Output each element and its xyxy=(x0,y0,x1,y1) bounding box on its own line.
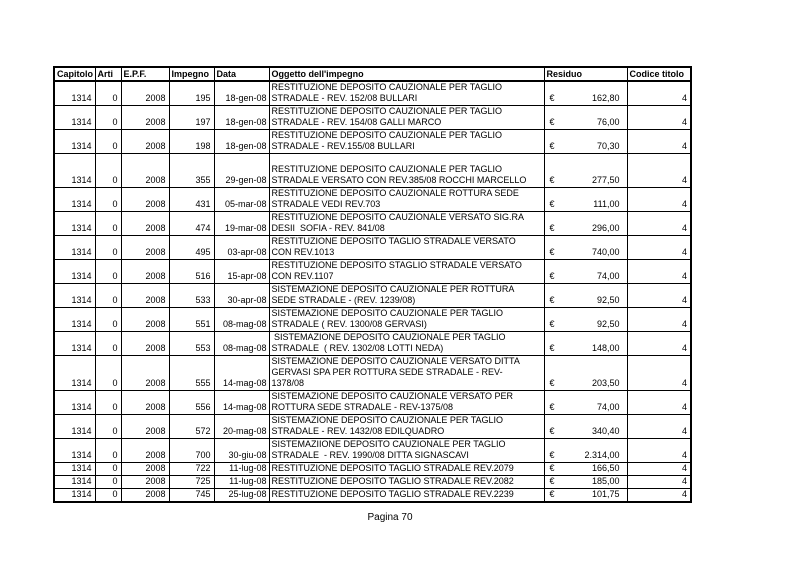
cell-epf: 2008 xyxy=(121,106,169,130)
euro-symbol: € xyxy=(549,426,555,436)
residuo-amount: 185,00 xyxy=(591,476,620,486)
residuo-amount: 101,75 xyxy=(591,489,620,499)
cell-oggetto: RESTITUZIONE DEPOSITO CAUZIONALE ROTTURA SEDE STRADALE VEDI REV.703 xyxy=(269,188,544,212)
cell-codice: 4 xyxy=(627,463,691,476)
column-header-epf: E.P.F. xyxy=(121,67,169,81)
column-header-impegno: Impegno xyxy=(169,67,214,81)
cell-codice: 4 xyxy=(627,81,691,106)
cell-residuo xyxy=(544,308,627,332)
cell-residuo xyxy=(544,332,627,356)
euro-symbol: € xyxy=(549,93,555,103)
cell-codice: 4 xyxy=(627,308,691,332)
table-row xyxy=(54,439,691,463)
residuo-amount: 740,00 xyxy=(591,247,620,257)
cell-codice: 4 xyxy=(627,188,691,212)
column-header-arti: Arti xyxy=(95,67,121,81)
column-header-capitolo: Capitolo xyxy=(54,67,95,81)
cell-codice: 4 xyxy=(627,489,691,503)
cell-arti: 0 xyxy=(95,284,121,308)
cell-capitolo: 1314 xyxy=(54,463,95,476)
cell-arti: 0 xyxy=(95,81,121,106)
cell-codice: 4 xyxy=(627,284,691,308)
impegni-table xyxy=(53,66,692,503)
cell-capitolo: 1314 xyxy=(54,415,95,439)
euro-symbol: € xyxy=(549,476,555,486)
cell-capitolo: 1314 xyxy=(54,284,95,308)
cell-epf: 2008 xyxy=(121,463,169,476)
euro-symbol: € xyxy=(549,450,555,460)
table-row xyxy=(54,284,691,308)
cell-capitolo: 1314 xyxy=(54,188,95,212)
cell-epf: 2008 xyxy=(121,212,169,236)
residuo-amount: 92,50 xyxy=(596,295,620,305)
cell-residuo xyxy=(544,106,627,130)
cell-impegno: 516 xyxy=(169,260,214,284)
table-body xyxy=(54,81,691,502)
euro-symbol: € xyxy=(549,271,555,281)
euro-symbol: € xyxy=(549,343,555,353)
residuo-amount: 70,30 xyxy=(596,141,620,151)
cell-data: 29-gen-08 xyxy=(214,154,269,188)
cell-arti: 0 xyxy=(95,415,121,439)
cell-capitolo: 1314 xyxy=(54,260,95,284)
cell-oggetto: RESTITUZIONE DEPOSITO TAGLIO STRADALE REV.2079 xyxy=(269,463,544,476)
cell-residuo xyxy=(544,415,627,439)
cell-codice: 4 xyxy=(627,332,691,356)
cell-epf: 2008 xyxy=(121,188,169,212)
table-row xyxy=(54,260,691,284)
cell-capitolo: 1314 xyxy=(54,439,95,463)
euro-symbol: € xyxy=(549,463,555,473)
cell-capitolo: 1314 xyxy=(54,106,95,130)
column-header-codice: Codice titolo xyxy=(627,67,691,81)
cell-impegno: 474 xyxy=(169,212,214,236)
residuo-amount: 148,00 xyxy=(591,343,620,353)
cell-data: 08-mag-08 xyxy=(214,332,269,356)
cell-data: 15-apr-08 xyxy=(214,260,269,284)
cell-data: 08-mag-08 xyxy=(214,308,269,332)
cell-epf: 2008 xyxy=(121,284,169,308)
table-row xyxy=(54,308,691,332)
residuo-amount: 277,50 xyxy=(591,175,620,185)
cell-epf: 2008 xyxy=(121,439,169,463)
cell-data: 19-mar-08 xyxy=(214,212,269,236)
cell-arti: 0 xyxy=(95,260,121,284)
cell-oggetto: RESTITUZIONE DEPOSITO CAUZIONALE PER TAGLIO STRADALE - REV. 152/08 BULLARI xyxy=(269,81,544,106)
cell-epf: 2008 xyxy=(121,476,169,489)
cell-impegno: 725 xyxy=(169,476,214,489)
cell-epf: 2008 xyxy=(121,415,169,439)
cell-residuo xyxy=(544,260,627,284)
cell-residuo xyxy=(544,439,627,463)
table-row xyxy=(54,212,691,236)
cell-codice: 4 xyxy=(627,391,691,415)
cell-capitolo: 1314 xyxy=(54,476,95,489)
table-row xyxy=(54,188,691,212)
cell-capitolo: 1314 xyxy=(54,212,95,236)
cell-arti: 0 xyxy=(95,154,121,188)
cell-oggetto: SISTEMAZIIONE DEPOSITO CAUZIONALE PER TAGLIO STRADALE - REV. 1990/08 DITTA SIGNASCAVI xyxy=(269,439,544,463)
cell-codice: 4 xyxy=(627,130,691,154)
cell-impegno: 551 xyxy=(169,308,214,332)
cell-codice: 4 xyxy=(627,476,691,489)
cell-capitolo: 1314 xyxy=(54,308,95,332)
cell-residuo xyxy=(544,130,627,154)
table-row xyxy=(54,106,691,130)
cell-epf: 2008 xyxy=(121,489,169,503)
euro-symbol: € xyxy=(549,199,555,209)
cell-arti: 0 xyxy=(95,489,121,503)
column-header-oggetto: Oggetto dell'impegno xyxy=(269,67,544,81)
cell-capitolo: 1314 xyxy=(54,81,95,106)
cell-capitolo: 1314 xyxy=(54,356,95,391)
cell-residuo xyxy=(544,356,627,391)
euro-symbol: € xyxy=(549,117,555,127)
cell-oggetto: SISTEMAZIONE DEPOSITO CAUZIONALE PER ROTTURA SEDE STRADALE - (REV. 1239/08) xyxy=(269,284,544,308)
cell-impegno: 555 xyxy=(169,356,214,391)
residuo-amount: 74,00 xyxy=(596,402,620,412)
cell-capitolo: 1314 xyxy=(54,489,95,503)
cell-data: 20-mag-08 xyxy=(214,415,269,439)
cell-capitolo: 1314 xyxy=(54,154,95,188)
table-row xyxy=(54,415,691,439)
cell-oggetto: SISTEMAZIONE DEPOSITO CAUZIONALE VERSATO PER ROTTURA SEDE STRADALE - REV-1375/08 xyxy=(269,391,544,415)
cell-oggetto: SISTEMAZIONE DEPOSITO CAUZIONALE PER TAGLIO STRADALE - REV. 1432/08 EDILQUADRO xyxy=(269,415,544,439)
euro-symbol: € xyxy=(549,247,555,257)
cell-oggetto: RESTITUZIONE DEPOSITO CAUZIONALE PER TAGLIO STRADALE - REV. 154/08 GALLI MARCO xyxy=(269,106,544,130)
cell-oggetto: RESTITUZIONE DEPOSITO CAUZIONALE VERSATO SIG.RA DESII SOFIA - REV. 841/08 xyxy=(269,212,544,236)
cell-data: 30-giu-08 xyxy=(214,439,269,463)
residuo-amount: 166,50 xyxy=(591,463,620,473)
cell-arti: 0 xyxy=(95,308,121,332)
cell-codice: 4 xyxy=(627,356,691,391)
cell-residuo xyxy=(544,236,627,260)
table-row xyxy=(54,489,691,503)
cell-impegno: 572 xyxy=(169,415,214,439)
cell-impegno: 533 xyxy=(169,284,214,308)
cell-residuo xyxy=(544,391,627,415)
residuo-amount: 203,50 xyxy=(591,378,620,388)
cell-impegno: 195 xyxy=(169,81,214,106)
cell-arti: 0 xyxy=(95,332,121,356)
cell-codice: 4 xyxy=(627,236,691,260)
cell-residuo xyxy=(544,188,627,212)
cell-residuo xyxy=(544,284,627,308)
cell-arti: 0 xyxy=(95,356,121,391)
table-row xyxy=(54,391,691,415)
table-row xyxy=(54,463,691,476)
table-row xyxy=(54,356,691,391)
residuo-amount: 74,00 xyxy=(596,271,620,281)
cell-oggetto: RESTITUZIONE DEPOSITO STAGLIO STRADALE VERSATO CON REV.1107 xyxy=(269,260,544,284)
residuo-amount: 2.314,00 xyxy=(584,450,620,460)
euro-symbol: € xyxy=(549,402,555,412)
cell-codice: 4 xyxy=(627,439,691,463)
cell-arti: 0 xyxy=(95,476,121,489)
column-header-residuo: Residuo xyxy=(544,67,627,81)
cell-impegno: 431 xyxy=(169,188,214,212)
cell-impegno: 355 xyxy=(169,154,214,188)
cell-data: 14-mag-08 xyxy=(214,391,269,415)
table-row xyxy=(54,332,691,356)
cell-arti: 0 xyxy=(95,188,121,212)
cell-arti: 0 xyxy=(95,463,121,476)
cell-arti: 0 xyxy=(95,391,121,415)
cell-oggetto: RESTITUZIONE DEPOSITO TAGLIO STRADALE VERSATO CON REV.1013 xyxy=(269,236,544,260)
euro-symbol: € xyxy=(549,319,555,329)
table-row xyxy=(54,236,691,260)
cell-oggetto: RESTITUZIONE DEPOSITO TAGLIO STRADALE REV.2239 xyxy=(269,489,544,503)
cell-impegno: 495 xyxy=(169,236,214,260)
cell-oggetto: SISTEMAZIONE DEPOSITO CAUZIONALE PER TAGLIO STRADALE ( REV. 1300/08 GERVASI) xyxy=(269,308,544,332)
cell-epf: 2008 xyxy=(121,332,169,356)
cell-codice: 4 xyxy=(627,260,691,284)
cell-data: 14-mag-08 xyxy=(214,356,269,391)
cell-arti: 0 xyxy=(95,236,121,260)
euro-symbol: € xyxy=(549,489,555,499)
table-row xyxy=(54,476,691,489)
cell-epf: 2008 xyxy=(121,154,169,188)
cell-impegno: 745 xyxy=(169,489,214,503)
cell-impegno: 553 xyxy=(169,332,214,356)
cell-impegno: 198 xyxy=(169,130,214,154)
cell-data: 18-gen-08 xyxy=(214,81,269,106)
cell-epf: 2008 xyxy=(121,236,169,260)
cell-epf: 2008 xyxy=(121,391,169,415)
cell-data: 11-lug-08 xyxy=(214,463,269,476)
page-number: Pagina 70 xyxy=(367,512,413,523)
cell-data: 18-gen-08 xyxy=(214,106,269,130)
cell-codice: 4 xyxy=(627,106,691,130)
cell-oggetto: SISTEMAZIONE DEPOSITO CAUZIONALE PER TAGLIO STRADALE ( REV. 1302/08 LOTTI NEDA) xyxy=(269,332,544,356)
cell-epf: 2008 xyxy=(121,356,169,391)
cell-data: 30-apr-08 xyxy=(214,284,269,308)
cell-data: 25-lug-08 xyxy=(214,489,269,503)
euro-symbol: € xyxy=(549,175,555,185)
cell-residuo xyxy=(544,154,627,188)
cell-capitolo: 1314 xyxy=(54,391,95,415)
cell-oggetto: RESTITUZIONE DEPOSITO CAUZIONALE PER TAGLIO STRADALE - REV.155/08 BULLARI xyxy=(269,130,544,154)
cell-codice: 4 xyxy=(627,415,691,439)
euro-symbol: € xyxy=(549,378,555,388)
euro-symbol: € xyxy=(549,223,555,233)
table-row xyxy=(54,154,691,188)
table-row xyxy=(54,81,691,106)
cell-data: 18-gen-08 xyxy=(214,130,269,154)
cell-codice: 4 xyxy=(627,212,691,236)
cell-residuo xyxy=(544,81,627,106)
cell-data: 03-apr-08 xyxy=(214,236,269,260)
residuo-amount: 92,50 xyxy=(596,319,620,329)
cell-epf: 2008 xyxy=(121,308,169,332)
cell-arti: 0 xyxy=(95,439,121,463)
euro-symbol: € xyxy=(549,295,555,305)
cell-impegno: 197 xyxy=(169,106,214,130)
column-header-data: Data xyxy=(214,67,269,81)
cell-oggetto: SISTEMAZIONE DEPOSITO CAUZIONALE VERSATO DITTA GERVASI SPA PER ROTTURA SEDE STRADALE - REV- 1378/08 xyxy=(269,356,544,391)
residuo-amount: 111,00 xyxy=(593,199,620,209)
cell-residuo xyxy=(544,212,627,236)
cell-arti: 0 xyxy=(95,130,121,154)
cell-impegno: 700 xyxy=(169,439,214,463)
residuo-amount: 76,00 xyxy=(596,117,620,127)
cell-impegno: 556 xyxy=(169,391,214,415)
cell-arti: 0 xyxy=(95,106,121,130)
header-row xyxy=(54,67,691,81)
cell-capitolo: 1314 xyxy=(54,332,95,356)
cell-epf: 2008 xyxy=(121,130,169,154)
cell-impegno: 722 xyxy=(169,463,214,476)
cell-capitolo: 1314 xyxy=(54,130,95,154)
cell-data: 05-mar-08 xyxy=(214,188,269,212)
cell-capitolo: 1314 xyxy=(54,236,95,260)
residuo-amount: 162,80 xyxy=(591,93,620,103)
cell-epf: 2008 xyxy=(121,260,169,284)
cell-oggetto: RESTITUZIONE DEPOSITO CAUZIONALE PER TAGLIO STRADALE VERSATO CON REV.385/08 ROCCHI MARCELLO xyxy=(269,154,544,188)
cell-codice: 4 xyxy=(627,154,691,188)
cell-data: 11-lug-08 xyxy=(214,476,269,489)
residuo-amount: 296,00 xyxy=(591,223,620,233)
cell-residuo xyxy=(544,463,627,476)
cell-oggetto: RESTITUZIONE DEPOSITO TAGLIO STRADALE REV.2082 xyxy=(269,476,544,489)
cell-arti: 0 xyxy=(95,212,121,236)
cell-epf: 2008 xyxy=(121,81,169,106)
cell-residuo xyxy=(544,489,627,503)
euro-symbol: € xyxy=(549,141,555,151)
cell-residuo xyxy=(544,476,627,489)
residuo-amount: 340,40 xyxy=(591,426,620,436)
table-row xyxy=(54,130,691,154)
